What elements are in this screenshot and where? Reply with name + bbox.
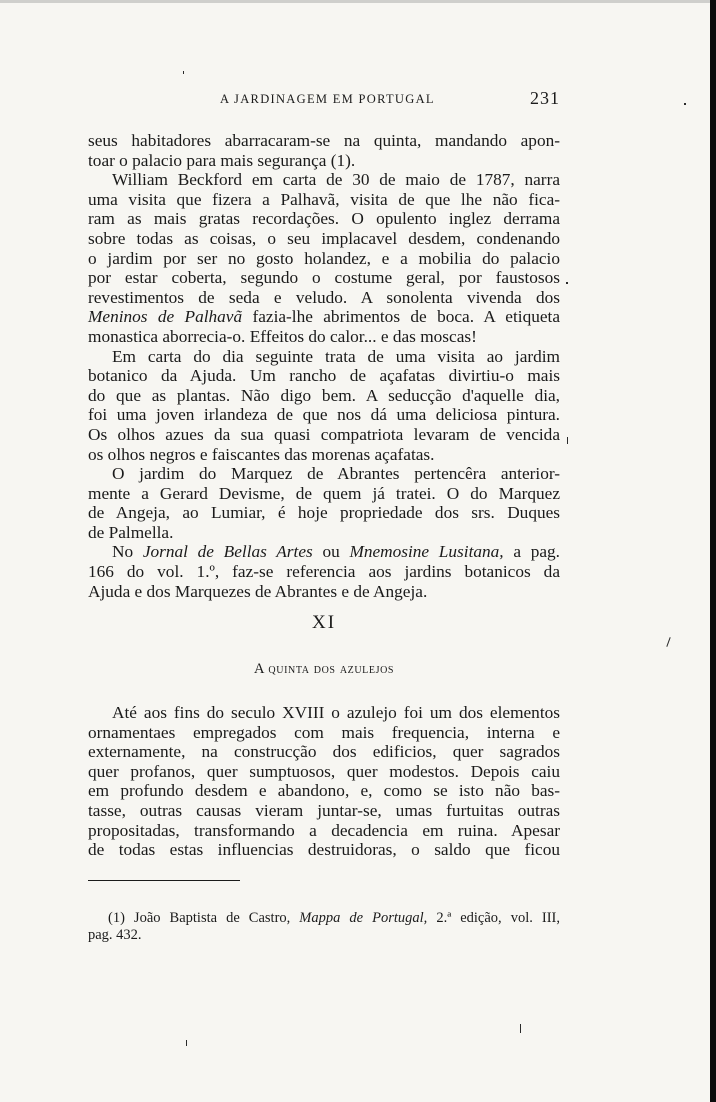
text-line: Ajuda e dos Marquezes de Abrantes e de Angeja.	[88, 581, 428, 601]
chapter-title: A quinta dos azulejos	[253, 661, 395, 677]
scan-speck	[684, 103, 686, 105]
text-line: 166 do vol. 1.º, faz-se referencia aos jardins botanicos da	[88, 562, 560, 582]
page-number: 231	[530, 88, 560, 108]
text-line: de Palmella.	[88, 522, 174, 542]
footnote	[88, 910, 560, 944]
italic-title-jornal: Jornal de Bellas Artes	[142, 542, 313, 562]
body-text-block-1	[88, 131, 560, 601]
text-line: em profundo desdem e abandono, e, como se isto não bas-	[88, 781, 560, 801]
text-line	[88, 307, 560, 327]
scan-speck	[520, 1024, 521, 1033]
text-line: O jardim do Marquez de Abrantes pertencêra anterior-	[112, 464, 560, 484]
scan-speck	[566, 282, 568, 284]
text-line: propositadas, transformando a decadencia em ruina. Apesar	[88, 820, 560, 840]
text-line: Em carta do dia seguinte trata de uma visita ao jardim	[112, 346, 560, 366]
text-line: mente a Gerard Devisme, de quem já tratei. O do Marquez	[88, 483, 560, 503]
body-text-block-2	[88, 703, 560, 860]
italic-title-mappa: Mappa de Portugal,	[299, 910, 428, 926]
text-line: sobre todas as coisas, o seu implacavel desdem, condenando	[88, 228, 560, 248]
text-line: externamente, na construcção dos edificios, quer sagrados	[88, 742, 560, 762]
text-run: fazia-lhe abrimentos de boca. A etiqueta	[242, 307, 560, 327]
text-line: revestimentos de seda e veludo. A sonolenta vivenda dos	[88, 287, 560, 307]
page-header	[88, 90, 560, 112]
footnote-line	[88, 910, 560, 927]
running-title: A JARDINAGEM EM PORTUGAL	[220, 92, 435, 106]
page-top-edge	[0, 0, 716, 3]
scan-speck	[186, 1040, 187, 1046]
scan-speck	[183, 71, 184, 74]
text-run: 2.ª edição, vol. III,	[427, 910, 560, 926]
text-line: monastica aborrecia-o. Effeitos do calor... e das moscas!	[88, 326, 477, 346]
text-line: seus habitadores abarracaram-se na quinta, mandando apon-	[88, 131, 560, 150]
text-line: botanico da Ajuda. Um rancho de açafatas divirtiu-o mais	[88, 366, 560, 386]
text-run: No	[112, 542, 143, 562]
text-line: toar o palacio para mais segurança (1).	[88, 150, 356, 170]
text-line: tasse, outras causas vieram juntar-se, umas furtuitas outras	[88, 800, 560, 820]
text-line: de todas estas influencias destruidoras, o saldo que ficou	[88, 840, 560, 860]
page-scan-edge	[710, 0, 716, 1102]
text-line: quer profanos, quer sumptuosos, quer modestos. Depois caiu	[88, 761, 560, 781]
text-line: William Beckford em carta de 30 de maio de 1787, narra	[112, 170, 560, 190]
text-line: por estar coberta, segundo o costume geral, por faustosos	[88, 268, 560, 288]
italic-title-mnemosine: Mnemosine Lusitana,	[349, 542, 504, 562]
scan-speck	[666, 637, 670, 647]
text-line: de Angeja, ao Lumiar, é hoje propriedade dos srs. Duques	[88, 503, 560, 523]
footnote-line: pag. 432.	[88, 927, 142, 943]
text-line: do que as plantas. Não digo bem. A seducção d'aquelle dia,	[88, 385, 560, 405]
scan-speck	[567, 437, 568, 444]
text-line: uma visita que fizera a Palhavã, visita de que lhe não fica-	[88, 189, 560, 209]
italic-title-meninos: Meninos de Palhavã	[88, 307, 243, 327]
footnote-rule	[88, 880, 240, 881]
text-line: o jardim por ser no gosto holandez, e a mobilia do palacio	[88, 248, 560, 268]
text-run: (1) João Baptista de Castro,	[108, 910, 300, 926]
text-line: ornamentaes empregados com mais frequencia, interna e	[88, 722, 560, 742]
chapter-numeral: XI	[311, 612, 337, 633]
text-line: ram as mais gratas recordações. O opulento inglez derrama	[88, 209, 560, 229]
text-run: a pag.	[503, 542, 560, 562]
text-line: os olhos negros e faiscantes das morenas açafatas.	[88, 444, 435, 464]
text-line: foi uma joven irlandeza de que nos dá uma deliciosa pintura.	[88, 405, 560, 425]
text-line: Até aos fins do seculo XVIII o azulejo foi um dos elementos	[112, 703, 560, 722]
text-run: ou	[312, 542, 350, 562]
text-line: Os olhos azues da sua quasi compatriota levaram de vencida	[88, 424, 560, 444]
text-line	[88, 542, 560, 562]
